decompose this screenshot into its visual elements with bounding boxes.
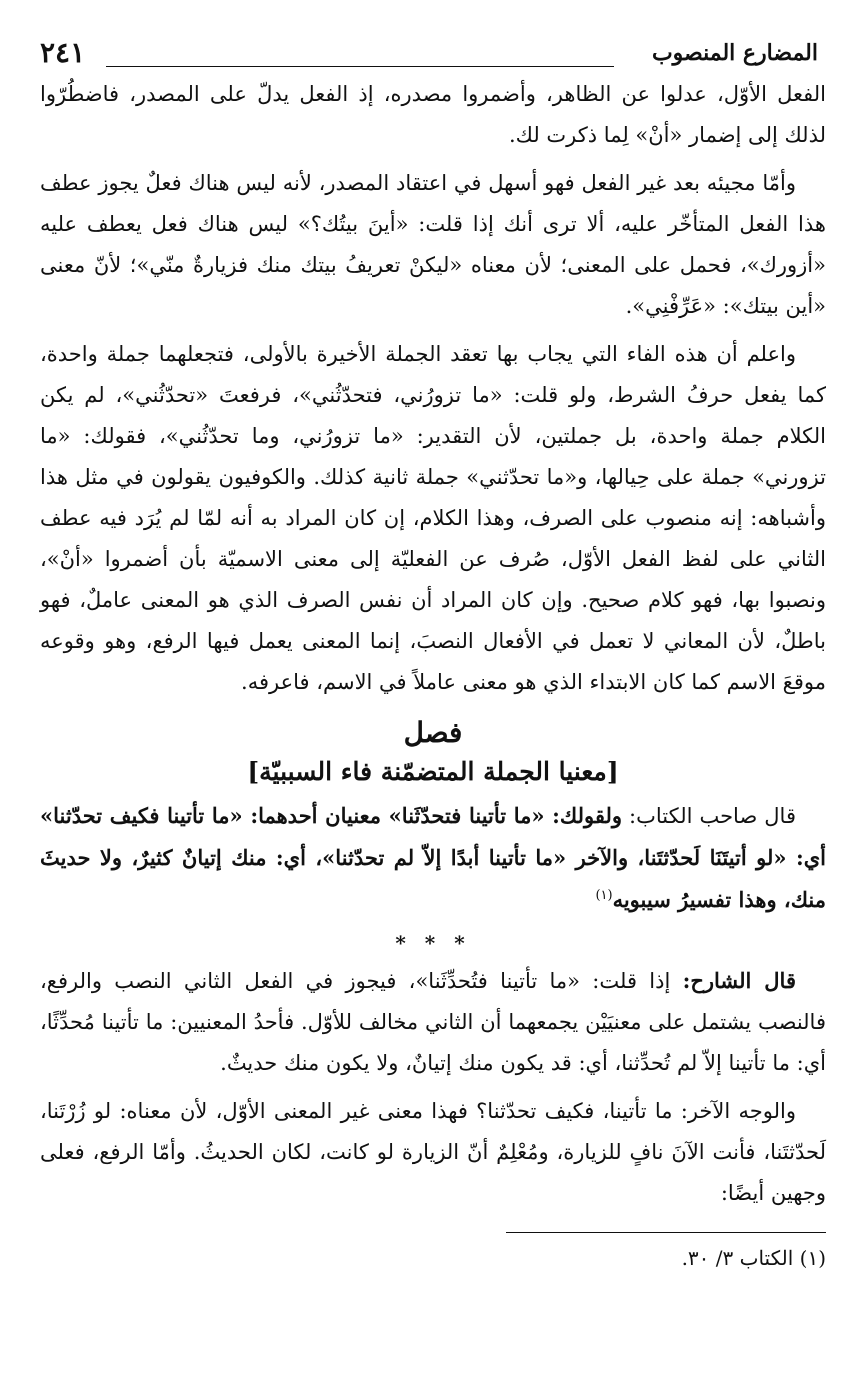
footnote-marker: (١) [595,888,613,903]
separator-stars: * * * [395,931,471,955]
quote-text: ولقولك: «ما تأتينا فتحدّثَنا» معنيان أحدهما: «ما تأتينا فكيف تحدّثنا» أي: «لو أتيتَنَا لَحدّثتَنا، والآخر «ما تأتينا أبدًا إلاّ لم تحدّثنا»، أي: منك إتيانٌ كثيرٌ، ولا حديثَ منك، وهذا تفسيرُ سيبويه [40,803,826,912]
quote-lead: قال صاحب الكتاب: [629,804,796,828]
footnote-rule [506,1232,826,1233]
paragraph-2: وأمّا مجيئه بعد غير الفعل فهو أسهل في اعتقاد المصدر، لأنه ليس هناك فعلٌ يجوز عطف هذا الفعل المتأخّر عليه، ألا ترى أنك إذا قلت: «أينَ بيتُك؟» ليس هناك فعل يعطف عليه «أزورك»، فحمل على المعنى؛ لأن معناه «ليكنْ تعريفُ بيتك منك فزيارةٌ منّي»؛ لأنّ معنى «أين بيتك»: «عَرِّفْنِي». [40,171,826,318]
footnote: (١) الكتاب ٣/ ٣٠. [681,1246,826,1270]
section-title: فصل [403,716,463,749]
section-subtitle: [معنيا الجملة المتضمّنة فاء السببيّة] [247,757,619,786]
page [40,30,826,1273]
running-title: المضارع المنصوب [651,40,818,66]
page-number: ٢٤١ [40,36,86,69]
paragraph-1: الفعل الأوّل، عدلوا عن الظاهر، وأضمروا مصدره، إذ الفعل يدلّ على المصدر، فاضطُرّوا لذلك إلى إضمار «أنْ» لِما ذكرت لك. [40,82,826,147]
quote-paragraph [40,795,826,921]
paragraph-3: واعلم أن هذه الفاء التي يجاب بها تعقد الجملة الأخيرة بالأولى، فتجعلهما جملة واحدة، كما يفعل حرفُ الشرط، ولو قلت: «ما تزورُني، فتحدّثُني»، فرفعتَ «تحدّثُني»، لم يكن الكلام جملة واحدة، بل جملتين، لأن التقدير: «ما تزورُني، وما تحدّثُني»، فقولك: «ما تزورني» جملة على حِيالها، و«ما تحدّثني» جملة ثانية كذلك. والكوفيون يقولون في مثل هذا وأشباهه: إنه منصوب على الصرف، وهذا الكلام، إن كان المراد به أنه لمّا لم يُرَد فيه عطف الثاني على لفظ الفعل الأوّل، صُرف عن الفعليّة إلى معنى الاسميّة بأن أضمروا «أنْ»، ونصبوا بها، فهو كلام صحيح. وإن كان المراد أن نفس الصرف الذي هو المعنى عاملٌ، فهو باطلٌ، لأن المعاني لا تعمل في الأفعال النصبَ، إنما المعنى يعمل فيها الرفع، وهو وقوعه موقعَ الاسم كما كان الابتداء الذي هو معنى عاملاً في الاسم، فاعرفه. [40,342,826,694]
commentary-lead: قال الشارح: [682,968,796,993]
commentary-text-1: إذا قلت: «ما تأتينا فتُحدِّثَنا»، فيجوز في الفعل الثاني النصب والرفع، فالنصب يشتمل على معنيَيْن يجمعهما أن الثاني مخالف للأوّل. فأحدُ المعنيين: ما تأتينا مُحدِّثًا، أي: ما تأتينا إلاّ لم تُحدِّثنا، أي: قد يكون منك إتيانٌ، ولا يكون منك حديثٌ. [40,969,826,1075]
header-rule [106,66,614,67]
commentary-paragraph-2: والوجه الآخر: ما تأتينا، فكيف تحدّثنا؟ فهذا معنى غير المعنى الأوّل، لأن معناه: لو زُرْتَنا، لَحدّثتَنا، فأنت الآنَ نافٍ للزيارة، ومُعْلِمٌ أنّ الزيارة لو كانت، لكان الحديثُ. وأمّا الرفع، فعلى وجهين أيضًا: [40,1099,826,1205]
commentary-paragraph-1 [40,960,826,1084]
page-header [40,30,826,74]
